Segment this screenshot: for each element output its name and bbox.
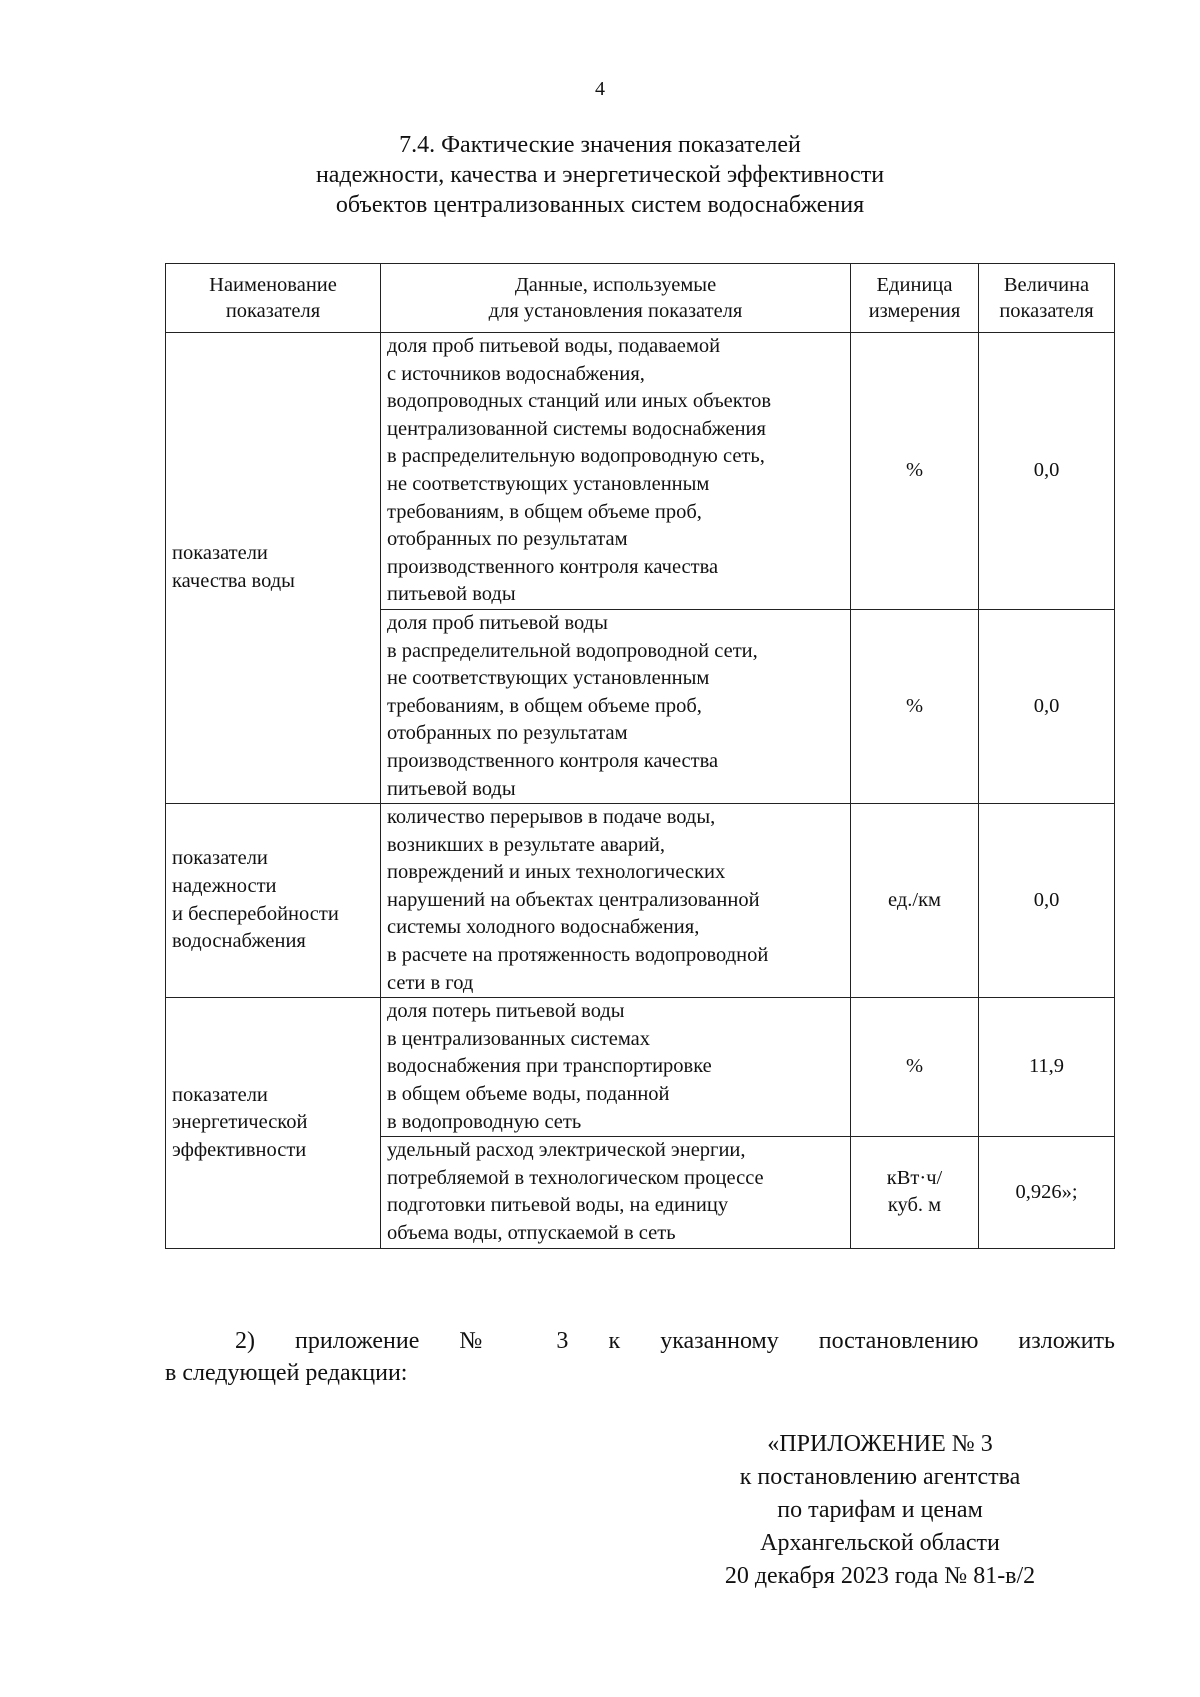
indicator-unit: кВт·ч/ куб. м [851, 1137, 979, 1248]
table-body [166, 333, 1115, 1249]
indicator-value: 11,9 [979, 998, 1115, 1137]
appendix-line-4: Архангельской области [760, 1530, 1000, 1556]
indicators-table [165, 263, 1115, 1249]
table-row [166, 998, 1115, 1137]
section-title-line-1: 7.4. Фактические значения показателей [399, 132, 801, 158]
appendix-line-5: 20 декабря 2023 года № 81-в/2 [724, 1563, 1036, 1589]
indicator-group-name: показатели надежности и бесперебойности водоснабжения [166, 804, 381, 998]
table-header-row [166, 264, 1115, 333]
indicator-unit: ед./км [851, 804, 979, 998]
indicator-unit: % [851, 998, 979, 1137]
section-title-line-2: надежности, качества и энергетической эффективности [315, 162, 885, 188]
indicator-value: 0,926»; [979, 1137, 1115, 1248]
indicator-value: 0,0 [979, 804, 1115, 998]
appendix-line-3: по тарифам и ценам [777, 1497, 983, 1523]
indicator-description: количество перерывов в подаче воды, возникших в результате аварий, повреждений и иных технологических нарушений на объектах централизованной системы холодного водоснабжения, в расчете на протяженность водопроводной сети в год [381, 804, 851, 998]
indicator-unit: % [851, 609, 979, 803]
page-number: 4 [595, 78, 605, 100]
indicator-description: удельный расход электрической энергии, потребляемой в технологическом процессе подготовки питьевой воды, на единицу объема воды, отпускаемой в сеть [381, 1137, 851, 1248]
header-value: Величина показателя [979, 264, 1115, 333]
paragraph-line-2: в следующей редакции: [165, 1360, 408, 1386]
appendix-line-1: «ПРИЛОЖЕНИЕ № 3 [767, 1431, 993, 1457]
indicator-description: доля проб питьевой воды, подаваемой с источников водоснабжения, водопроводных станций или иных объектов централизованной системы водоснабжения в распределительную водопроводную сеть, не соответствующих установленным требованиям, в общем объеме проб, отобранных по результатам производственного контроля качества питьевой воды [381, 333, 851, 610]
section-title [0, 130, 1200, 220]
paragraph-line-1: 2) приложение № 3 к указанному постановлению изложить [235, 1328, 1115, 1354]
indicator-unit: % [851, 333, 979, 610]
section-title-line-3: объектов централизованных систем водоснабжения [335, 192, 865, 218]
header-name: Наименование показателя [166, 264, 381, 333]
table-row [166, 333, 1115, 610]
appendix-header [690, 1428, 1070, 1593]
appendix-line-2: к постановлению агентства [739, 1464, 1021, 1490]
header-data: Данные, используемые для установления показателя [381, 264, 851, 333]
indicator-description: доля потерь питьевой воды в централизованных системах водоснабжения при транспортировке в общем объеме воды, поданной в водопроводную сеть [381, 998, 851, 1137]
table-row [166, 804, 1115, 998]
indicator-group-name: показатели энергетической эффективности [166, 998, 381, 1248]
indicator-value: 0,0 [979, 609, 1115, 803]
indicator-description: доля проб питьевой воды в распределительной водопроводной сети, не соответствующих установленным требованиям, в общем объеме проб, отобранных по результатам производственного контроля качества питьевой воды [381, 609, 851, 803]
indicator-group-name: показатели качества воды [166, 333, 381, 804]
header-unit: Единица измерения [851, 264, 979, 333]
indicator-value: 0,0 [979, 333, 1115, 610]
